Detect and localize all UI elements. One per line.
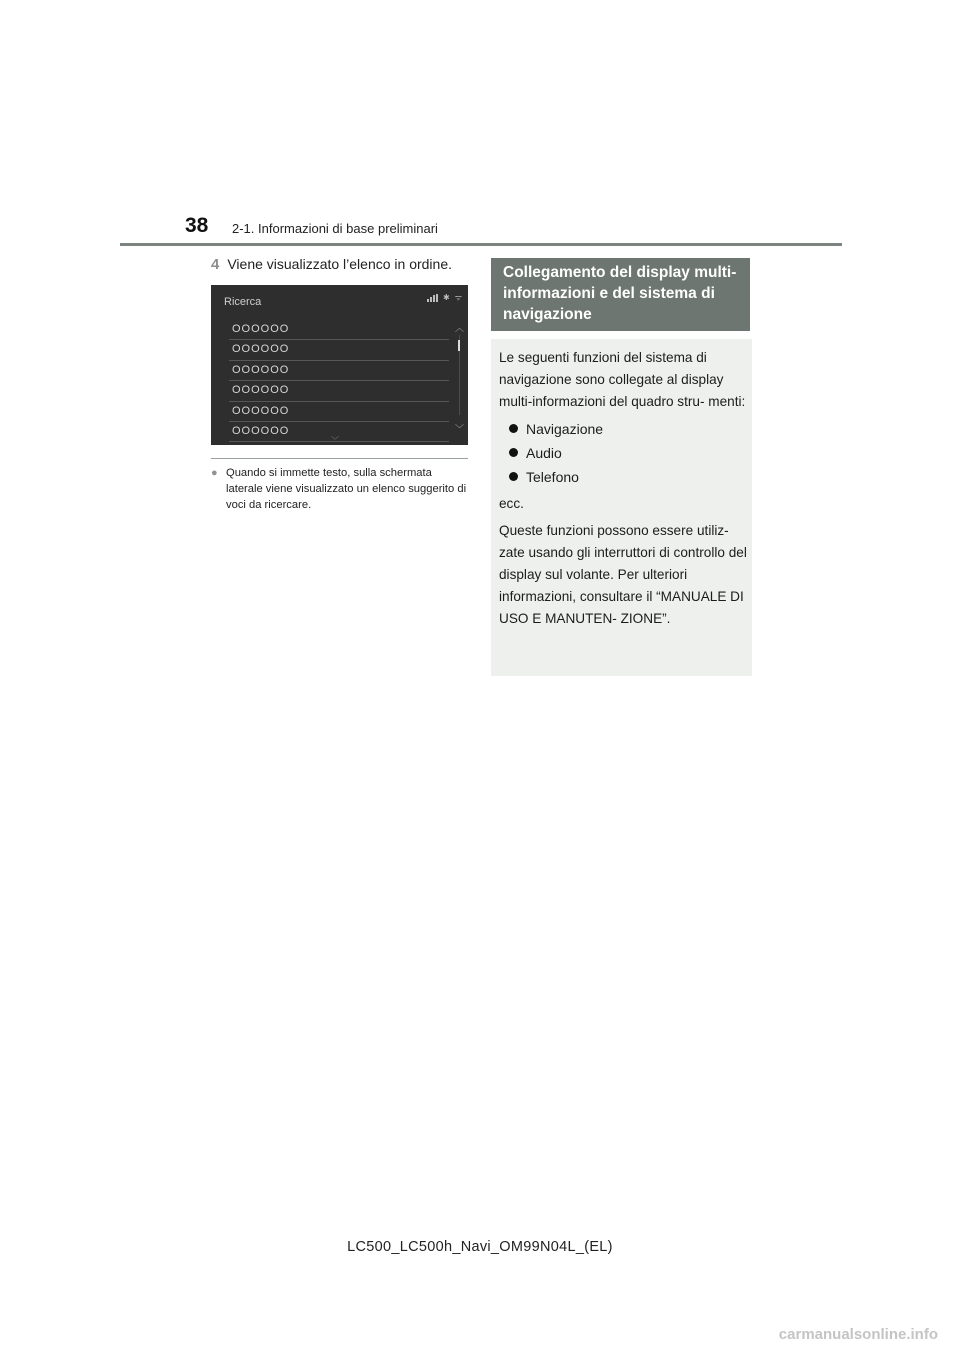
scrollbar-thumb[interactable] — [458, 340, 460, 351]
bullet-item — [499, 466, 747, 490]
header-rule — [120, 243, 842, 246]
list-item[interactable] — [229, 361, 449, 381]
list-item[interactable] — [229, 340, 449, 360]
step-number: 4 — [211, 256, 220, 273]
bullet-label: Telefono — [526, 469, 579, 485]
info-box-intro: Le seguenti funzioni del sistema di navigazione sono collegate al display multi-informazioni del quadro stru- menti: — [499, 350, 746, 409]
list-item-label: OOOOOO — [232, 404, 290, 417]
bullet-label: Audio — [526, 445, 562, 461]
result-list — [229, 320, 449, 442]
screen-image — [211, 285, 468, 445]
info-box-text — [499, 347, 747, 630]
note-text: Quando si immette testo, sulla schermata laterale viene visualizzato un elenco suggerito di voci da ricercare. — [226, 467, 467, 511]
step-text: Viene visualizzato l’elenco in ordine. — [227, 256, 452, 272]
list-item-label: OOOOOO — [232, 343, 290, 356]
bullet-icon — [509, 448, 518, 457]
info-box-paragraph: Queste funzioni possono essere utiliz- zate usando gli interruttori di controllo del display sul volante. Per ulteriori informazioni, consultare il “MANUALE DI USO E MANUTEN- ZIONE”. — [499, 523, 747, 626]
step-line — [211, 256, 452, 273]
bullet-item — [499, 418, 747, 442]
watermark[interactable]: carmanualsonline.info — [778, 1326, 938, 1343]
chevron-up-icon[interactable]: ︿ — [455, 323, 465, 333]
bullet-item — [499, 442, 747, 466]
list-item[interactable] — [229, 381, 449, 401]
info-box-header — [491, 258, 750, 331]
bullet-label: Navigazione — [526, 421, 604, 437]
note-divider — [211, 458, 468, 459]
bullet-icon — [509, 424, 518, 433]
bluetooth-icon: ✱ — [442, 293, 450, 302]
chevron-down-icon[interactable]: ﹀ — [455, 424, 465, 434]
note — [211, 465, 471, 513]
list-item-label: OOOOOO — [232, 384, 290, 397]
section-title: 2-1. Informazioni di base preliminari — [232, 221, 438, 236]
status-icons — [427, 294, 462, 302]
list-item-label: OOOOOO — [232, 363, 290, 376]
more-chevron-icon: ﹀ — [331, 436, 339, 445]
footer-code: LC500_LC500h_Navi_OM99N04L_(EL) — [347, 1239, 613, 1255]
info-box-title: Collegamento del display multi-informazioni e del sistema di navigazione — [503, 264, 737, 323]
wifi-icon: ᯤ — [454, 293, 462, 302]
info-box-ecc: ecc. — [499, 496, 524, 511]
list-item[interactable] — [229, 320, 449, 340]
info-box-bullets — [499, 418, 747, 490]
info-box-body — [491, 339, 752, 676]
screen-title: Ricerca — [224, 296, 262, 308]
list-item-label: OOOOOO — [232, 323, 290, 335]
list-item[interactable] — [229, 402, 449, 422]
list-item[interactable] — [229, 422, 449, 442]
signal-icon — [427, 294, 438, 302]
note-bullet-icon: ● — [211, 467, 218, 479]
list-item-label: OOOOOO — [232, 424, 290, 437]
bullet-icon — [509, 472, 518, 481]
page-number: 38 — [185, 214, 209, 237]
